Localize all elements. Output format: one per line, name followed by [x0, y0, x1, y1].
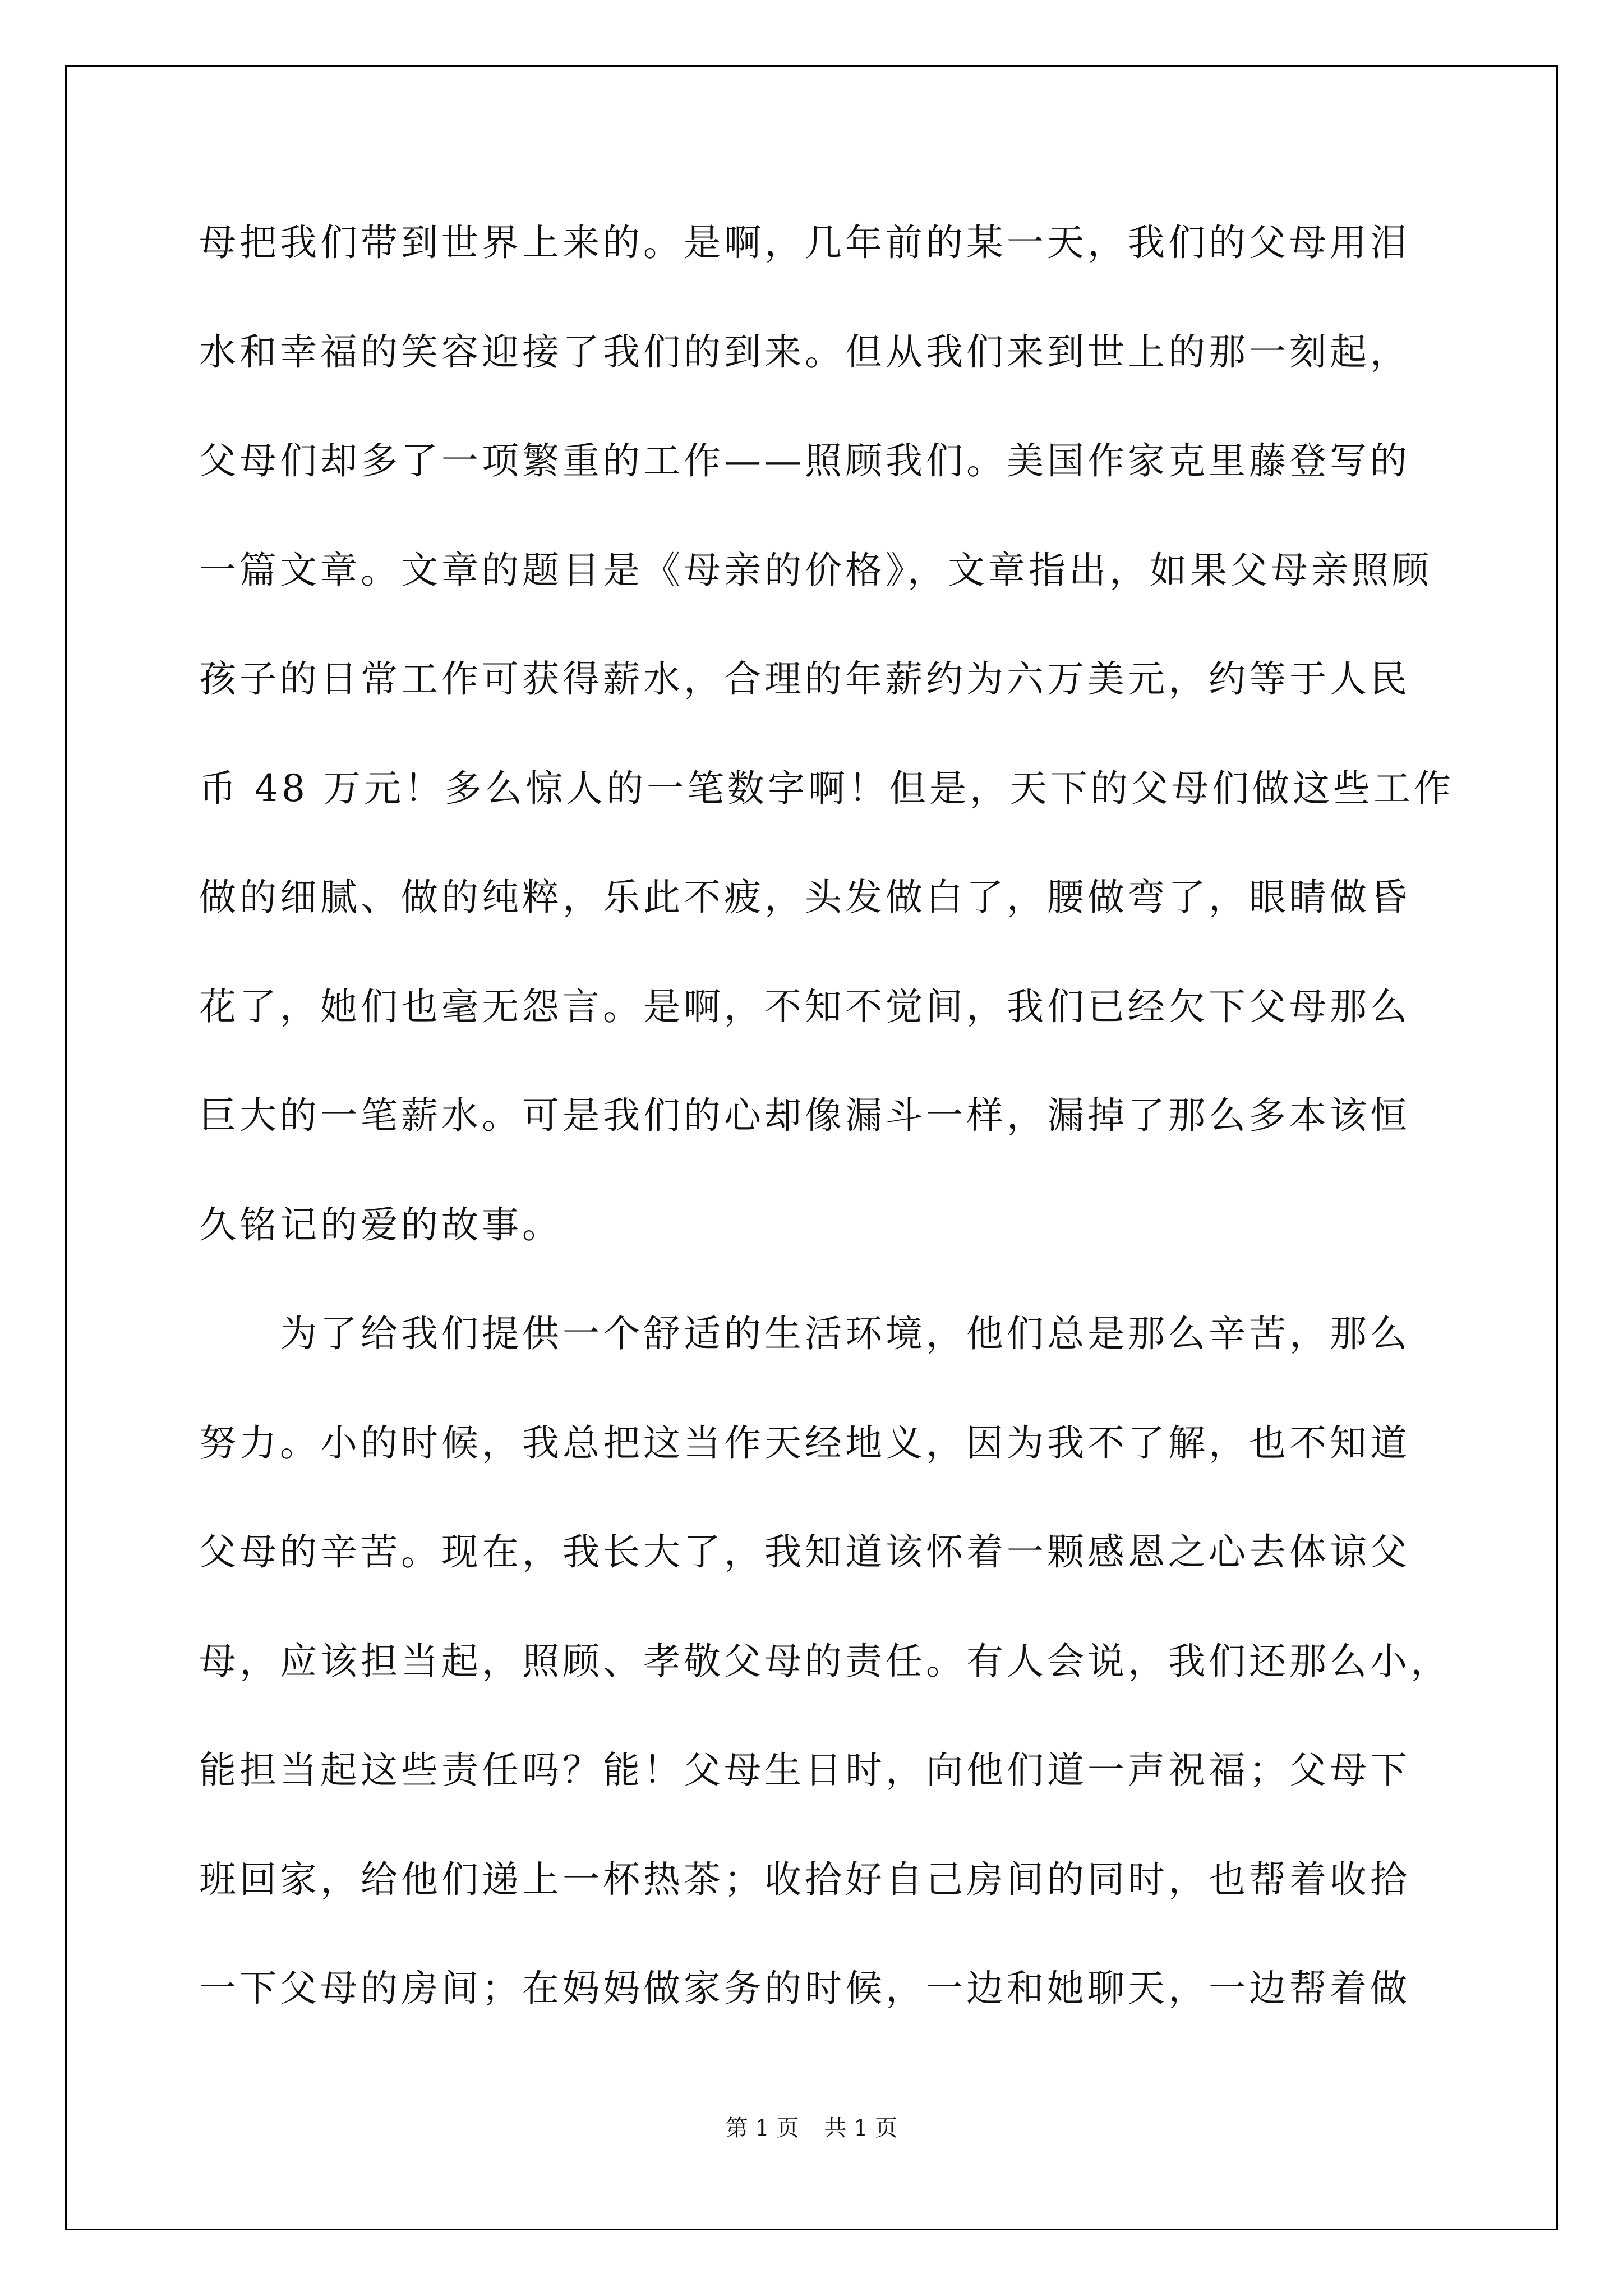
- page-number: 第 1 页: [725, 2115, 799, 2141]
- page-footer: [0, 2117, 1623, 2139]
- text-line: 巨大的一笔薪水。可是我们的心却像漏斗一样，漏掉了那么多本该恒: [199, 1094, 1410, 1137]
- text-line: 一下父母的房间；在妈妈做家务的时候，一边和她聊天，一边帮着做: [199, 1967, 1410, 2010]
- text-line: 母，应该担当起，照顾、孝敬父母的责任。有人会说，我们还那么小，: [199, 1639, 1451, 1683]
- text-line: 水和幸福的笑容迎接了我们的到来。但从我们来到世上的那一刻起，: [199, 330, 1410, 374]
- text-line: 孩子的日常工作可获得薪水，合理的年薪约为六万美元，约等于人民: [199, 657, 1410, 701]
- text-line: 母把我们带到世界上来的。是啊，几年前的某一天，我们的父母用泪: [199, 221, 1410, 264]
- text-line: 花了，她们也毫无怨言。是啊，不知不觉间，我们已经欠下父母那么: [199, 984, 1410, 1028]
- text-line: 一篇文章。文章的题目是《母亲的价格》，文章指出，如果父母亲照顾: [199, 548, 1432, 592]
- text-line: 做的细腻、做的纯粹，乐此不疲，头发做白了，腰做弯了，眼睛做昏: [199, 876, 1410, 919]
- text-line: 班回家，给他们递上一杯热茶；收拾好自己房间的同时，也帮着收拾: [199, 1857, 1410, 1901]
- text-line: 父母们却多了一项繁重的工作——照顾我们。美国作家克里藤登写的: [199, 439, 1410, 482]
- page-total: 共 1 页: [824, 2115, 898, 2141]
- text-line: 能担当起这些责任吗？能！父母生日时，向他们道一声祝福；父母下: [199, 1749, 1410, 1792]
- text-line: 为了给我们提供一个舒适的生活环境，他们总是那么辛苦，那么: [199, 1312, 1410, 1355]
- document-body: [199, 221, 1454, 2079]
- text-line: 币 48 万元！多么惊人的一笔数字啊！但是，天下的父母们做这些工作: [199, 766, 1454, 810]
- text-line: 父母的辛苦。现在，我长大了，我知道该怀着一颗感恩之心去体谅父: [199, 1530, 1410, 1573]
- text-line: 久铭记的爱的故事。: [199, 1203, 562, 1246]
- text-line: 努力。小的时候，我总把这当作天经地义，因为我不了解，也不知道: [199, 1421, 1410, 1465]
